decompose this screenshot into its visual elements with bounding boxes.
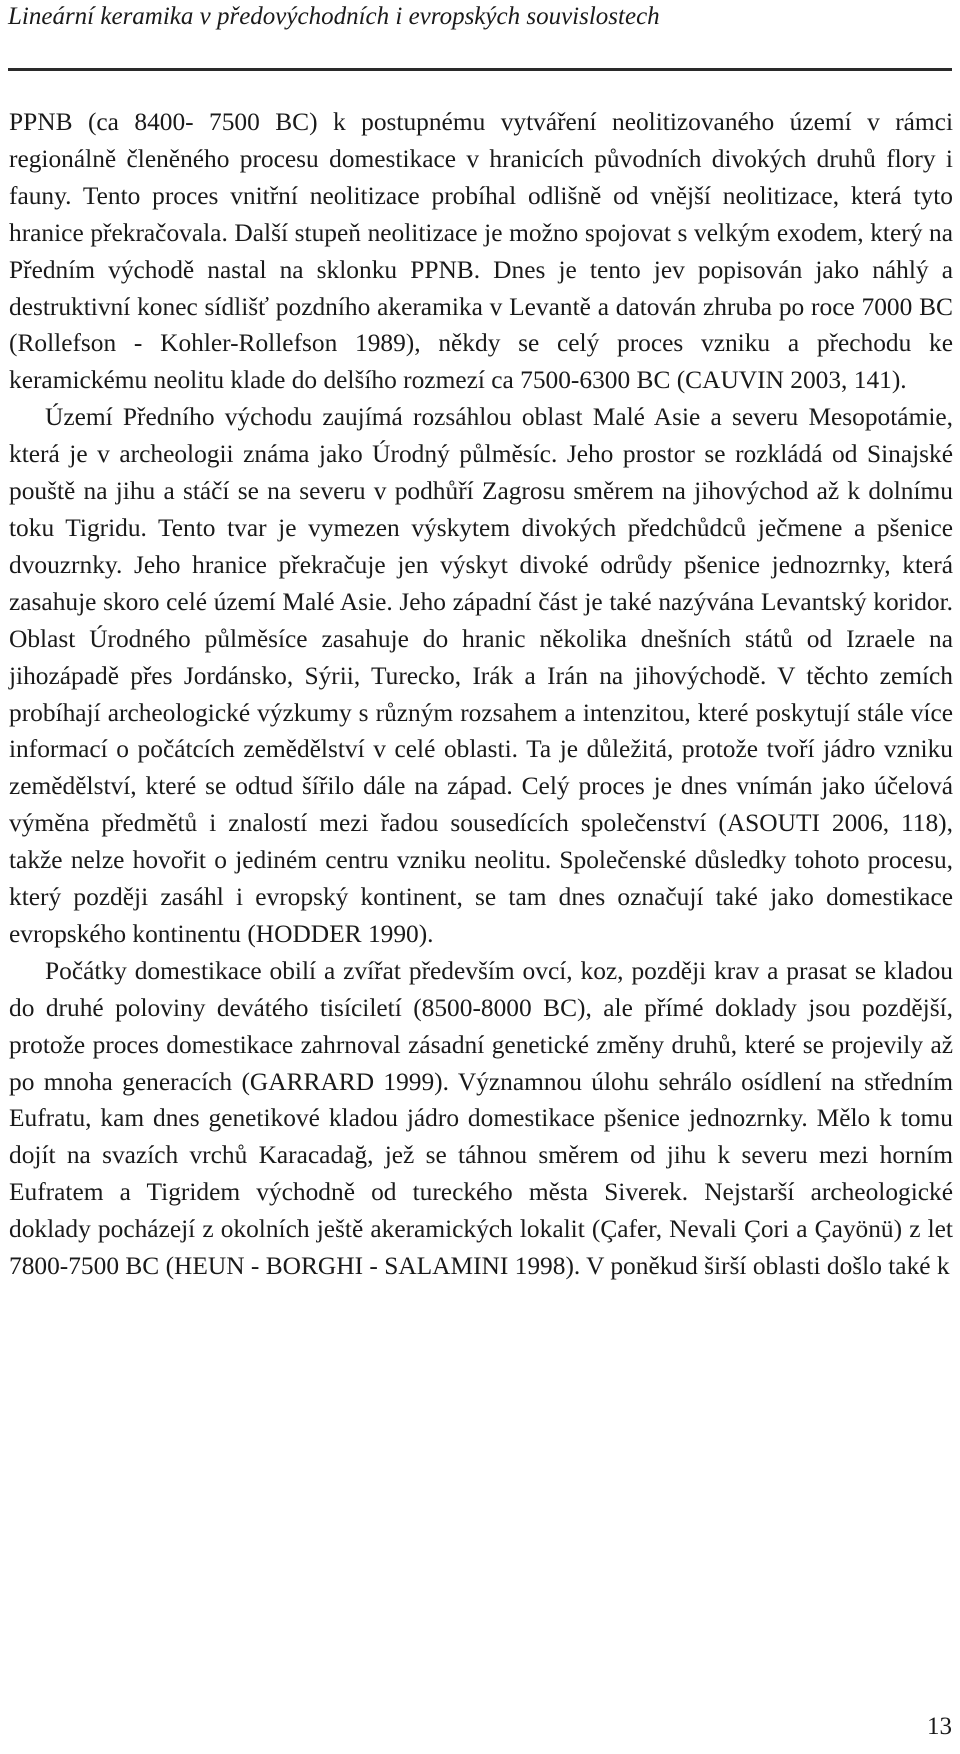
paragraph-3: Počátky domestikace obilí a zvířat především ovcí, koz, později krav a prasat se kladou do druhé poloviny devátého tisíciletí (8500-8000 BC), ale přímé doklady jsou pozdější, protože proces domestikace zahrnoval zásadní genetické změny druhů, které se projevily až po mnoha generacích (GARRARD 1999). Významnou úlohu sehrálo osídlení na středním Eufratu, kam dnes genetikové kladou jádro domestikace pšenice jednozrnky. Mělo k tomu dojít na svazích vrchů Karacadağ, jež se táhnou směrem od jihu k severu mezi horním Eufratem a Tigridem východně od tureckého města Siverek. Nejstarší archeologické doklady pocházejí z okolních ještě akeramických lokalit (Çafer, Nevali Çori a Çayönü) z let 7800-7500 BC (HEUN - BORGHI - SALAMINI 1998). V poněkud širší oblasti došlo také k: [9, 956, 953, 1281]
header-rule: [8, 68, 952, 71]
page-number: 13: [927, 1713, 952, 1740]
paragraph-1: PPNB (ca 8400- 7500 BC) k postupnému vytváření neolitizovaného území v rámci regionálně členěného procesu domestikace v hranicích původních divokých druhů flory i fauny. Tento proces vnitřní neolitizace probíhal odlišně od vnější neolitizace, která tyto hranice překračovala. Další stupeň neolitizace je možno spojovat s velkým exodem, který na Předním východě nastal na sklonku PPNB. Dnes je tento jev popisován jako náhlý a destruktivní konec sídlišť pozdního akeramika v Levantě a datován zhruba po roce 7000 BC (Rollefson - Kohler-Rollefson 1989), někdy se celý proces vzniku a přechodu ke keramickému neolitu klade do delšího rozmezí ca 7500-6300 BC (CAUVIN 2003, 141).: [9, 108, 953, 395]
paragraph-2: Území Předního východu zaujímá rozsáhlou oblast Malé Asie a severu Mesopotámie, která je v archeologii známa jako Úrodný půlměsíc. Jeho prostor se rozkládá od Sinajské pouště na jihu a stáčí se na severu v podhůří Zagrosu směrem na jihovýchod až k dolnímu toku Tigridu. Tento tvar je vymezen výskytem divokých předchůdců ječmene a pšenice dvouzrnky. Jeho hranice překračuje jen výskyt divoké odrůdy pšenice jednozrnky, která zasahuje skoro celé území Malé Asie. Jeho západní část je také nazývána Levantský koridor. Oblast Úrodného půlměsíce zasahuje do hranic několika dnešních států od Izraele na jihozápadě přes Jordánsko, Sýrii, Turecko, Irák a Irán na jihovýchodě. V těchto zemích probíhají archeologické výzkumy s různým rozsahem a intenzitou, které poskytují stále více informací o počátcích zemědělství v celé oblasti. Ta je důležitá, protože tvoří jádro vzniku zemědělství, které se odtud šířilo dále na západ. Celý proces je dnes vnímán jako účelová výměna předmětů i znalostí mezi řadou sousedících společenství (ASOUTI 2006, 118), takže nelze hovořit o jediném centru vzniku neolitu. Společenské důsledky tohoto procesu, který později zasáhl i evropský kontinent, se tam dnes označují také jako domestikace evropského kontinentu (HODDER 1990).: [9, 403, 953, 948]
body-text: [9, 104, 953, 1285]
running-head: Lineární keramika v předovýchodních i evropských souvislostech: [8, 3, 660, 30]
